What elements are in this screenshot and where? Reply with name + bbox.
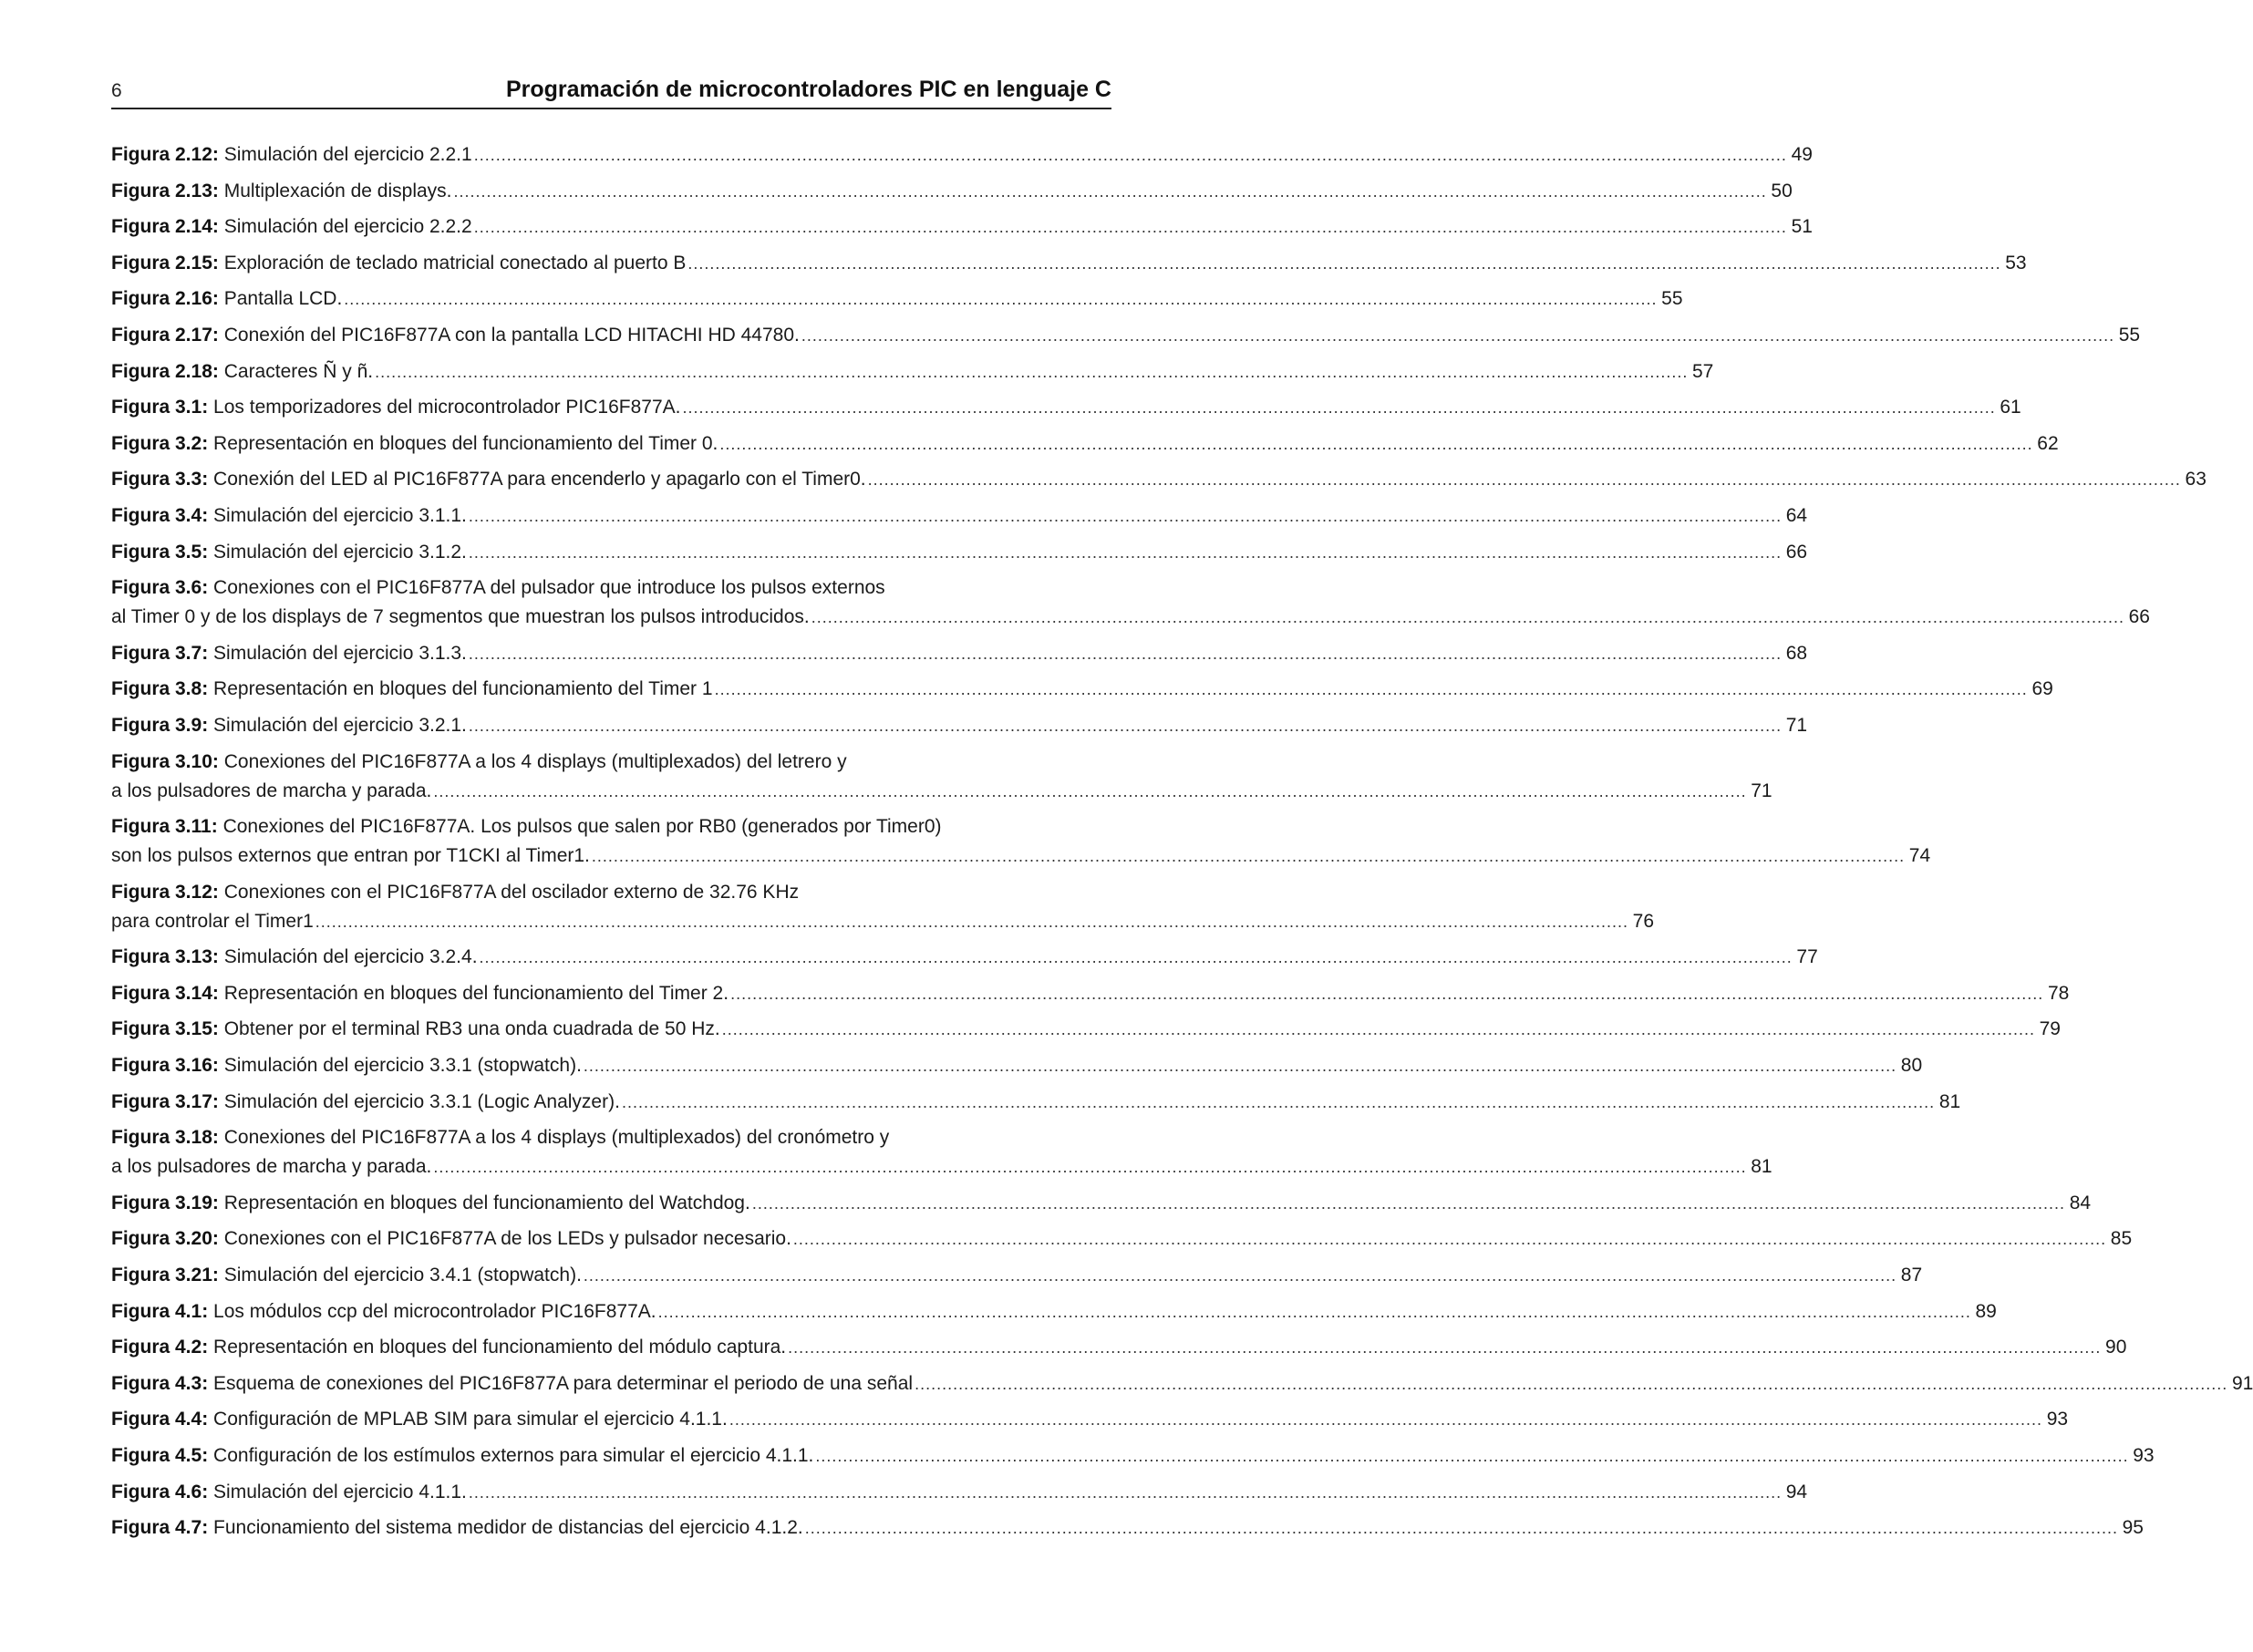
figure-caption: Simulación del ejercicio 3.3.1 (stopwatch).	[223, 1055, 582, 1077]
toc-entry-line	[111, 907, 1654, 936]
toc-entry-text	[111, 1333, 786, 1362]
figure-caption: Simulación del ejercicio 3.1.2.	[213, 541, 467, 563]
figure-caption: Conexión del LED al PIC16F877A para encenderlo y apagarlo con el Timer0.	[213, 469, 866, 490]
figure-caption: Simulación del ejercicio 2.2.1	[223, 144, 472, 165]
page-ref: 85	[2110, 1228, 2133, 1250]
dot-leader	[433, 777, 1746, 806]
toc-entry-line	[111, 1051, 1923, 1080]
figure-label: Figura 2.16:	[111, 288, 219, 310]
dot-leader	[344, 284, 1657, 314]
toc-entry-text	[111, 1051, 582, 1080]
figure-caption: Conexiones del PIC16F877A a los 4 displays (multiplexados) del letrero y	[223, 750, 847, 772]
toc-entry-text	[111, 943, 478, 972]
page-ref: 66	[1785, 541, 1808, 563]
toc-entry-text	[111, 177, 452, 206]
page-ref: 77	[1796, 946, 1818, 968]
figure-caption: Simulación del ejercicio 2.2.2	[223, 216, 472, 238]
figure-label: Figura 4.7:	[111, 1517, 209, 1539]
running-header	[111, 77, 1111, 109]
page-ref: 76	[1632, 910, 1654, 932]
page-ref: 93	[2133, 1445, 2155, 1466]
toc-entry-text	[111, 501, 467, 531]
figure-caption: Simulación del ejercicio 3.2.4.	[223, 946, 478, 968]
page-ref: 50	[1771, 180, 1793, 201]
page-ref: 95	[2122, 1517, 2144, 1539]
figure-caption: Los temporizadores del microcontrolador PIC16F877A.	[213, 397, 681, 418]
figure-label: Figura 2.15:	[111, 252, 219, 274]
figure-caption: Funcionamiento del sistema medidor de distancias del ejercicio 4.1.2.	[213, 1517, 803, 1539]
toc-entry-text	[111, 1478, 467, 1507]
page-ref: 63	[2185, 469, 2206, 490]
toc-entry-line	[111, 1405, 2069, 1434]
figure-label: Figura 3.2:	[111, 432, 209, 454]
figure-label: Figura 3.11:	[111, 816, 218, 838]
dot-leader	[730, 979, 2043, 1008]
dot-leader	[815, 1441, 2128, 1471]
toc-entry-text	[111, 748, 847, 777]
figure-label: Figura 3.5:	[111, 541, 209, 563]
figure-label: Figura 4.5:	[111, 1445, 209, 1466]
figure-label: Figura 3.12:	[111, 881, 219, 903]
toc-entry-text	[111, 1441, 813, 1471]
toc-entry-text	[111, 284, 342, 314]
figure-caption: Caracteres Ñ y ñ.	[223, 360, 374, 382]
dot-leader	[474, 212, 1787, 242]
figure-label: Figura 4.1:	[111, 1300, 209, 1322]
dot-leader	[375, 357, 1688, 387]
page-ref: 66	[2128, 606, 2150, 628]
figure-label: Figura 3.16:	[111, 1055, 219, 1077]
toc-entry-text	[111, 639, 467, 668]
dot-leader	[658, 1297, 1971, 1327]
page-ref: 78	[2047, 982, 2070, 1004]
dot-leader	[592, 841, 1905, 871]
dot-leader	[811, 603, 2124, 632]
toc-entry	[111, 1513, 2144, 1543]
figure-caption-continued: para controlar el Timer1	[111, 910, 314, 932]
figure-label: Figura 3.6:	[111, 577, 209, 599]
figure-caption: Conexión del PIC16F877A con la pantalla LCD HITACHI HD 44780.	[223, 324, 800, 346]
figure-caption: Conexiones con el PIC16F877A de los LEDs y pulsador necesario.	[223, 1228, 791, 1250]
figure-label: Figura 3.20:	[111, 1228, 219, 1250]
page-ref: 69	[2031, 678, 2053, 700]
toc-entry	[111, 675, 2053, 704]
toc-entry	[111, 748, 1772, 806]
toc-entry-line	[111, 1088, 1961, 1117]
toc-entry	[111, 321, 2141, 350]
figure-label: Figura 3.18:	[111, 1127, 219, 1149]
figure-caption: Representación en bloques del funcionamiento del Timer 0.	[213, 432, 718, 454]
toc-entry-text	[111, 1369, 913, 1399]
dot-leader	[584, 1261, 1896, 1290]
toc-entry	[111, 878, 1654, 936]
toc-entry	[111, 1441, 2155, 1471]
toc-entry-line	[111, 748, 1111, 777]
figure-caption: Pantalla LCD.	[223, 288, 343, 310]
toc-entry-text	[111, 393, 680, 422]
page-ref: 89	[1975, 1300, 1997, 1322]
toc-entry-text	[111, 465, 866, 494]
dot-leader	[469, 1478, 1782, 1507]
list-of-figures	[111, 140, 2253, 1550]
toc-entry-line	[111, 501, 1808, 531]
toc-entry	[111, 212, 1813, 242]
toc-entry	[111, 573, 2150, 632]
toc-entry-line	[111, 603, 2150, 632]
figure-caption: Representación en bloques del funcionamiento del Timer 2.	[223, 982, 729, 1004]
dot-leader	[622, 1088, 1935, 1117]
toc-entry-line	[111, 1333, 2127, 1362]
figure-caption: Los módulos ccp del microcontrolador PIC16F877A.	[213, 1300, 656, 1322]
dot-leader	[480, 943, 1793, 972]
toc-entry-text	[111, 321, 800, 350]
toc-entry-text	[111, 1123, 889, 1152]
running-title: Programación de microcontroladores PIC en lenguaje C	[505, 77, 1111, 102]
toc-entry-line	[111, 212, 1813, 242]
figure-caption-continued: son los pulsos externos que entran por T1CKI al Timer1.	[111, 845, 590, 867]
dot-leader	[474, 140, 1787, 170]
toc-entry	[111, 812, 1931, 871]
toc-entry-line	[111, 465, 2206, 494]
dot-leader	[715, 675, 2028, 704]
toc-entry-text	[111, 1297, 656, 1327]
toc-entry	[111, 1224, 2133, 1254]
toc-entry	[111, 1123, 1772, 1182]
figure-label: Figura 3.3:	[111, 469, 209, 490]
toc-entry-line	[111, 1015, 2061, 1044]
toc-entry-text	[111, 573, 885, 603]
toc-entry	[111, 711, 1808, 740]
toc-entry-line	[111, 177, 1793, 206]
toc-entry-text	[111, 429, 718, 459]
toc-entry-text	[111, 1224, 791, 1254]
page-ref: 71	[1785, 714, 1808, 736]
toc-entry	[111, 1405, 2069, 1434]
page-ref: 61	[2000, 397, 2021, 418]
toc-entry-line	[111, 1224, 2133, 1254]
toc-entry-line	[111, 284, 1683, 314]
figure-label: Figura 3.8:	[111, 678, 209, 700]
figure-caption: Obtener por el terminal RB3 una onda cuadrada de 50 Hz.	[223, 1018, 720, 1040]
dot-leader	[805, 1513, 2118, 1543]
toc-entry	[111, 140, 1813, 170]
dot-leader	[915, 1369, 2227, 1399]
toc-entry	[111, 979, 2070, 1008]
toc-entry	[111, 249, 2027, 278]
page-ref: 87	[1900, 1265, 1923, 1286]
toc-entry-text	[111, 1261, 582, 1290]
toc-entry-line	[111, 1369, 2253, 1399]
toc-entry	[111, 639, 1808, 668]
dot-leader	[687, 249, 2000, 278]
toc-entry	[111, 501, 1808, 531]
figure-caption: Conexiones del PIC16F877A a los 4 displays (multiplexados) del cronómetro y	[223, 1127, 890, 1149]
figure-caption: Representación en bloques del funcionamiento del módulo captura.	[213, 1337, 787, 1358]
page-ref: 71	[1751, 780, 1772, 801]
toc-entry-line	[111, 321, 2141, 350]
page-ref: 49	[1791, 144, 1813, 165]
toc-entry	[111, 1478, 1808, 1507]
toc-entry-line	[111, 1152, 1772, 1182]
figure-label: Figura 2.12:	[111, 144, 219, 165]
figure-caption: Simulación del ejercicio 3.3.1 (Logic Analyzer).	[223, 1090, 620, 1112]
toc-entry-line	[111, 1189, 2092, 1218]
figure-label: Figura 2.18:	[111, 360, 219, 382]
dot-leader	[469, 501, 1782, 531]
dot-leader	[682, 393, 1995, 422]
dot-leader	[722, 1015, 2035, 1044]
toc-entry-text	[111, 1513, 803, 1543]
toc-entry	[111, 538, 1808, 567]
figure-label: Figura 4.2:	[111, 1337, 209, 1358]
page-ref: 91	[2231, 1372, 2253, 1394]
dot-leader	[752, 1189, 2065, 1218]
toc-entry-text	[111, 212, 472, 242]
dot-leader	[801, 321, 2114, 350]
figure-caption: Simulación del ejercicio 3.4.1 (stopwatch).	[223, 1265, 582, 1286]
toc-entry-text	[111, 979, 729, 1008]
toc-entry	[111, 1088, 1961, 1117]
page-ref: 74	[1908, 845, 1931, 867]
figure-caption: Simulación del ejercicio 3.2.1.	[213, 714, 467, 736]
toc-entry-line	[111, 979, 2070, 1008]
page-ref: 53	[2005, 252, 2027, 274]
dot-leader	[315, 907, 1628, 936]
page-ref: 57	[1691, 360, 1714, 382]
dot-leader	[469, 639, 1782, 668]
toc-entry-line	[111, 538, 1808, 567]
page-ref: 93	[2046, 1409, 2069, 1430]
figure-label: Figura 3.9:	[111, 714, 209, 736]
toc-entry-text	[111, 675, 713, 704]
dot-leader	[788, 1333, 2101, 1362]
toc-entry	[111, 429, 2059, 459]
figure-label: Figura 3.19:	[111, 1192, 219, 1213]
figure-caption-continued: al Timer 0 y de los displays de 7 segmentos que muestran los pulsos introducidos.	[111, 606, 810, 628]
dot-leader	[469, 538, 1782, 567]
toc-entry-line	[111, 1513, 2144, 1543]
figure-label: Figura 3.13:	[111, 946, 219, 968]
toc-entry-text	[111, 711, 467, 740]
toc-entry-line	[111, 357, 1714, 387]
figure-label: Figura 3.4:	[111, 504, 209, 526]
figure-caption: Simulación del ejercicio 3.1.1.	[213, 504, 467, 526]
toc-entry-line	[111, 573, 1111, 603]
page-ref: 80	[1900, 1055, 1923, 1077]
dot-leader	[719, 429, 2032, 459]
toc-entry-line	[111, 1441, 2155, 1471]
toc-entry-line	[111, 1123, 1111, 1152]
toc-entry-line	[111, 675, 2053, 704]
dot-leader	[793, 1224, 2106, 1254]
toc-entry	[111, 1297, 1997, 1327]
dot-leader	[868, 465, 2181, 494]
toc-entry-line	[111, 249, 2027, 278]
toc-entry-line	[111, 1297, 1997, 1327]
page-ref: 55	[2118, 324, 2141, 346]
figure-caption: Configuración de los estímulos externos para simular el ejercicio 4.1.1.	[213, 1445, 814, 1466]
toc-entry-text	[111, 140, 472, 170]
figure-caption-continued: a los pulsadores de marcha y parada.	[111, 1156, 432, 1178]
figure-caption-continued: a los pulsadores de marcha y parada.	[111, 780, 432, 801]
figure-label: Figura 4.3:	[111, 1372, 209, 1394]
toc-entry	[111, 1015, 2061, 1044]
page-ref: 51	[1791, 216, 1813, 238]
toc-entry-text	[111, 357, 373, 387]
toc-entry	[111, 1333, 2127, 1362]
toc-entry-text	[111, 1088, 620, 1117]
figure-caption: Conexiones del PIC16F877A. Los pulsos que salen por RB0 (generados por Timer0)	[222, 816, 942, 838]
toc-entry-line	[111, 777, 1772, 806]
toc-entry-text	[111, 1015, 720, 1044]
page-ref: 68	[1785, 642, 1808, 664]
toc-entry-text	[111, 249, 686, 278]
toc-entry-line	[111, 841, 1931, 871]
page-ref: 94	[1785, 1481, 1808, 1502]
figure-caption: Representación en bloques del funcionamiento del Watchdog.	[223, 1192, 750, 1213]
figure-label: Figura 3.7:	[111, 642, 209, 664]
toc-entry	[111, 393, 2021, 422]
toc-entry	[111, 357, 1714, 387]
figure-label: Figura 4.4:	[111, 1409, 209, 1430]
toc-entry-text	[111, 812, 942, 841]
figure-caption: Simulación del ejercicio 4.1.1.	[213, 1481, 467, 1502]
figure-caption: Conexiones con el PIC16F877A del pulsador que introduce los pulsos externos	[213, 577, 885, 599]
toc-entry-line	[111, 812, 1111, 841]
page-number: 6	[111, 80, 122, 101]
toc-entry	[111, 1369, 2253, 1399]
figure-label: Figura 3.21:	[111, 1265, 219, 1286]
figure-label: Figura 2.13:	[111, 180, 219, 201]
page-ref: 84	[2069, 1192, 2092, 1213]
page-ref: 81	[1938, 1090, 1961, 1112]
figure-caption: Exploración de teclado matricial conectado al puerto B	[223, 252, 687, 274]
dot-leader	[454, 177, 1767, 206]
page-ref: 55	[1661, 288, 1683, 310]
toc-entry	[111, 1051, 1923, 1080]
toc-entry-line	[111, 1261, 1923, 1290]
toc-entry-line	[111, 140, 1813, 170]
figure-label: Figura 3.15:	[111, 1018, 219, 1040]
page-ref: 64	[1785, 504, 1808, 526]
dot-leader	[584, 1051, 1896, 1080]
figure-caption: Multiplexación de displays.	[223, 180, 452, 201]
toc-entry	[111, 943, 1818, 972]
figure-caption: Simulación del ejercicio 3.1.3.	[213, 642, 467, 664]
toc-entry-line	[111, 429, 2059, 459]
figure-label: Figura 4.6:	[111, 1481, 209, 1502]
toc-entry-text	[111, 878, 799, 907]
figure-label: Figura 3.1:	[111, 397, 209, 418]
page-ref: 62	[2037, 432, 2059, 454]
dot-leader	[469, 711, 1782, 740]
figure-label: Figura 2.14:	[111, 216, 219, 238]
toc-entry	[111, 465, 2206, 494]
figure-label: Figura 3.10:	[111, 750, 219, 772]
page-ref: 79	[2039, 1018, 2061, 1040]
toc-entry-line	[111, 1478, 1808, 1507]
toc-entry	[111, 284, 1683, 314]
figure-caption: Representación en bloques del funcionamiento del Timer 1	[213, 678, 713, 700]
toc-entry-line	[111, 943, 1818, 972]
figure-label: Figura 3.17:	[111, 1090, 219, 1112]
toc-entry-text	[111, 1189, 750, 1218]
toc-entry-line	[111, 711, 1808, 740]
figure-caption: Esquema de conexiones del PIC16F877A para determinar el periodo de una señal	[213, 1372, 914, 1394]
figure-caption: Configuración de MPLAB SIM para simular el ejercicio 4.1.1.	[213, 1409, 728, 1430]
dot-leader	[729, 1405, 2042, 1434]
figure-caption: Conexiones con el PIC16F877A del oscilador externo de 32.76 KHz	[223, 881, 800, 903]
toc-entry-line	[111, 878, 1111, 907]
dot-leader	[433, 1152, 1746, 1182]
page-ref: 81	[1751, 1156, 1772, 1178]
toc-entry-line	[111, 639, 1808, 668]
toc-entry-line	[111, 393, 2021, 422]
toc-entry	[111, 1261, 1923, 1290]
toc-entry	[111, 177, 1793, 206]
toc-entry	[111, 1189, 2092, 1218]
toc-entry-text	[111, 1405, 728, 1434]
toc-entry-text	[111, 538, 467, 567]
page-ref: 90	[2105, 1337, 2127, 1358]
figure-label: Figura 3.14:	[111, 982, 219, 1004]
figure-label: Figura 2.17:	[111, 324, 219, 346]
